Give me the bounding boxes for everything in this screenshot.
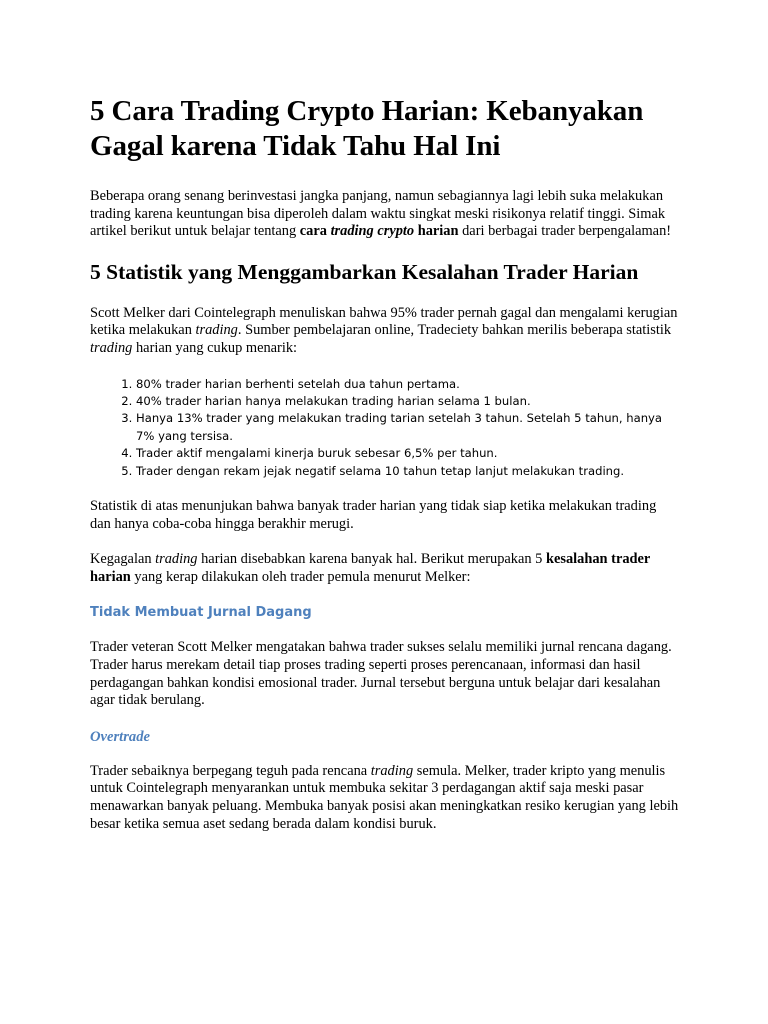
trading-journal-paragraph: Trader veteran Scott Melker mengatakan bahwa trader sukses selalu memiliki jurnal rencana dagang. Trader harus merekam detail tiap proses trading seperti proses perencanaan, informasi dan hasil perdagangan bahkan kondisi emosional trader. Jurnal tersebut berguna untuk belajar dari kesalahan agar tidak berulang. (90, 639, 672, 709)
overtrade-text-2: semula. Melker, trader kripto yang menulis untuk Cointelegraph menyarankan untuk membuka sekitar 3 perdagangan aktif saja meski pasar menawarkan banyak peluang. Membuka banyak posisi akan meningkatkan resiko kerugian yang lebih besar ketika semua aset sedang berada dalam kondisi buruk. (90, 762, 679, 832)
failure-intro-italic: trading (155, 551, 198, 568)
list-item: 3. Hanya 13% trader yang melakukan trading tarian setelah 3 tahun. Setelah 5 tahun, hanya 7% yang tersisa. (136, 410, 680, 445)
list-item: 4. Trader aktif mengalami kinerja buruk sebesar 6,5% per tahun. (136, 445, 680, 462)
intro-bold-italic-text: trading crypto (330, 223, 415, 240)
list-item: 5. Trader dengan rekam jejak negatif selama 10 tahun tetap lanjut melakukan trading. (136, 463, 680, 480)
overtrade-text-1: Trader sebaiknya berpegang teguh pada rencana (90, 762, 371, 779)
subheading-trading-journal: Tidak Membuat Jurnal Dagang (90, 605, 312, 621)
stats-intro-italic-2: trading (90, 339, 133, 356)
list-item: 1. 80% trader harian berhenti setelah dua tahun pertama. (136, 376, 680, 393)
stats-intro-italic-1: trading (195, 322, 238, 339)
failure-intro-bold: kesalahan trader harian (90, 551, 651, 585)
statistics-list (90, 376, 680, 480)
list-item: 2. 40% trader harian hanya melakukan trading harian selama 1 bulan. (136, 393, 680, 410)
overtrade-paragraph (90, 763, 680, 833)
intro-bold-italic (331, 223, 415, 239)
subheading-overtrade: Overtrade (90, 728, 150, 745)
stats-intro-text-1: Scott Melker dari Cointelegraph menuliskan bahwa 95% trader pernah gagal dan mengalami kerugian ketika melakukan (90, 304, 678, 339)
intro-bold-1: cara (299, 223, 331, 240)
stats-conclusion-paragraph: Statistik di atas menunjukan bahwa banyak trader harian yang tidak siap ketika melakukan trading dan hanya coba-coba hingga berakhir merugi. (90, 498, 657, 532)
document-page (90, 94, 680, 851)
failure-intro-text-3: yang kerap dilakukan oleh trader pemula menurut Melker: (130, 568, 471, 585)
stats-intro-text-3: harian yang cukup menarik: (132, 339, 298, 356)
stats-intro-text-2: . Sumber pembelajaran online, Tradeciety bahkan merilis beberapa statistik (237, 322, 672, 339)
intro-text-1: Beberapa orang senang berinvestasi jangka panjang, namun sebagiannya lagi lebih suka melakukan trading karena keuntungan bisa diperoleh dalam waktu singkat meski risikonya relatif tinggi. Simak artikel berikut untuk belajar tentang (90, 188, 666, 240)
failure-intro-text-1: Kegagalan (90, 551, 156, 568)
intro-text-2: dari berbagai trader berpengalaman! (458, 223, 672, 240)
failure-intro-paragraph (90, 551, 680, 586)
failure-intro-text-2: harian disebabkan karena banyak hal. Berikut merupakan 5 (197, 551, 546, 568)
intro-paragraph (90, 188, 680, 241)
section-heading-statistics: 5 Statistik yang Menggambarkan Kesalahan Trader Harian (90, 259, 639, 284)
intro-bold-2: harian (414, 223, 459, 240)
stats-intro-paragraph (90, 305, 680, 358)
overtrade-italic: trading (370, 762, 414, 779)
article-title: 5 Cara Trading Crypto Harian: Kebanyakan Gagal karena Tidak Tahu Hal Ini (90, 95, 644, 162)
